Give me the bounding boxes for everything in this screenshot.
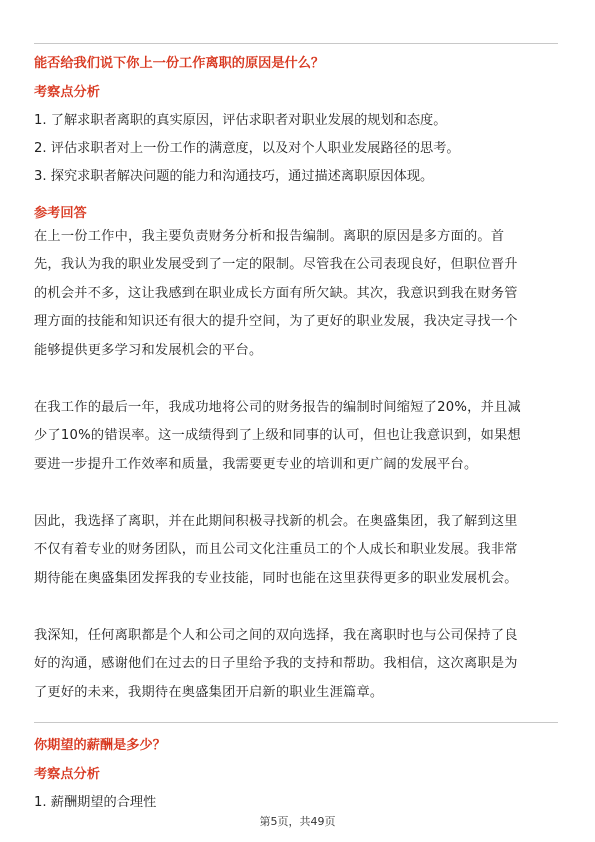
answer-paragraph (34, 622, 562, 707)
analysis-point: 2. 评估求职者对上一份工作的满意度，以及对个人职业发展路径的思考。 (34, 141, 460, 156)
analysis-point: 1. 薪酬期望的合理性 (34, 795, 157, 810)
paragraph-line: 的机会并不多，这让我感到在职业成长方面有所欠缺。其次，我意识到我在财务管 (34, 285, 518, 301)
paragraph-line: 好的沟通，感谢他们在过去的日子里给予我的支持和帮助。我相信，这次离职是为 (34, 656, 518, 672)
paragraph-line: 在我工作的最后一年，我成功地将公司的财务报告的编制时间缩短了20%，并且减 (34, 400, 521, 415)
paragraph-line: 理方面的技能和知识还有很大的提升空间，为了更好的职业发展，我决定寻找一个 (34, 314, 518, 330)
answer-paragraph (34, 223, 562, 365)
analysis-heading: 考察点分析 (34, 767, 100, 782)
question-title: 你期望的薪酬是多少？ (34, 738, 166, 753)
paragraph-line: 在上一份工作中，我主要负责财务分析和报告编制。离职的原因是多方面的。首 (34, 229, 505, 244)
paragraph-line: 要进一步提升工作效率和质量，我需要更专业的培训和更广阔的发展平台。 (34, 456, 478, 472)
paragraph-line: 我深知，任何离职都是个人和公司之间的双向选择，我在离职时也与公司保持了良 (34, 628, 518, 643)
paragraph-line: 期待能在奥盛集团发挥我的专业技能，同时也能在这里获得更多的职业发展机会。 (34, 570, 518, 586)
answer-paragraph (34, 508, 562, 593)
page-number: 第5页，共49页 (259, 815, 336, 828)
paragraph-line: 少了10%的错误率。这一成绩得到了上级和同事的认可，但也让我意识到，如果想 (34, 428, 521, 444)
paragraph-line: 能够提供更多学习和发展机会的平台。 (34, 342, 263, 358)
section-divider (34, 722, 558, 723)
paragraph-line: 了更好的未来，我期待在奥盛集团开启新的职业生涯篇章。 (34, 684, 384, 700)
answer-paragraph (34, 394, 562, 479)
analysis-heading: 考察点分析 (34, 85, 100, 100)
analysis-point: 1. 了解求职者离职的真实原因，评估求职者对职业发展的规划和态度。 (34, 113, 447, 128)
answer-heading: 参考回答 (34, 206, 87, 221)
paragraph-line: 因此，我选择了离职，并在此期间积极寻找新的机会。在奥盛集团，我了解到这里 (34, 514, 518, 529)
top-divider (34, 43, 558, 44)
paragraph-line: 先，我认为我的职业发展受到了一定的限制。尽管我在公司表现良好，但职位晋升 (34, 257, 518, 273)
paragraph-line: 不仅有着专业的财务团队，而且公司文化注重员工的个人成长和职业发展。我非常 (34, 542, 518, 558)
question-title: 能否给我们说下你上一份工作离职的原因是什么？ (34, 56, 325, 71)
analysis-point: 3. 探究求职者解决问题的能力和沟通技巧，通过描述离职原因体现。 (34, 169, 434, 184)
